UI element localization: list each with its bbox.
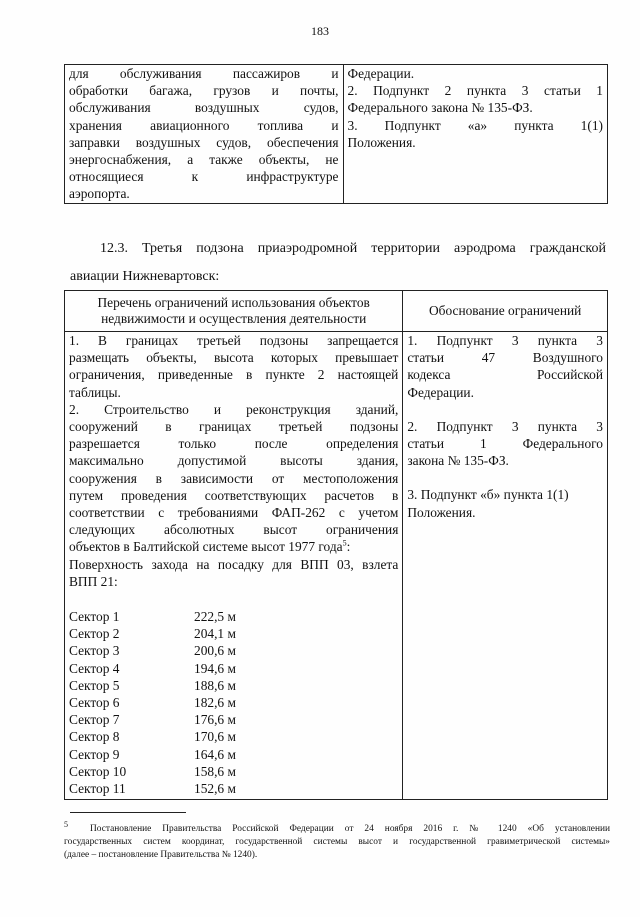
column-header-restrictions: Перечень ограничений использования объектов недвижимости и осуществления деятельности [65,291,403,332]
text-line: максимально допустимой высоты здания, [69,453,399,469]
text-line: ВПП 21: [69,573,118,589]
text-line: 3. Подпункт «а» пункта 1(1) [347,117,603,133]
section-heading-line: 12.3. Третья подзона приаэродромной территории аэродрома гражданской [100,241,606,256]
restrictions-cell [65,65,344,204]
sector-row: Сектор 10 158,6 м [69,763,236,779]
table-header-row [65,291,608,332]
text-line: сооружения в зависимости от местоположения [69,470,399,486]
text-line: разрешается только после определения [69,436,399,452]
text-line: 2. Подпункт 3 пункта 3 [407,418,603,434]
text-line: для обслуживания пассажиров и [69,66,339,81]
text-line: следующих абсолютных высот ограничения [69,522,399,538]
text-line: объектов в Балтийской системе высот 1977 года$^5$: [69,538,351,555]
footnote-reference[interactable]: 5 [342,538,347,548]
text-line: соответствии с требованиями ФАП-262 с учетом [69,505,399,521]
text-line: 1. Подпункт 3 пункта 3 [407,333,603,348]
sector-row: Сектор 11 152,6 м [69,780,236,796]
footnote-line: $^5$ Постановление Правительства Российской Федерации от 24 ноября 2016 г. № 1240 «Об установлении [64,819,611,834]
text-line: аэропорта. [69,186,130,202]
restrictions-cell [65,332,403,800]
sector-row: Сектор 5 188,6 м [69,677,236,693]
table-row [65,65,608,204]
sector-row: Сектор 3 200,6 м [69,643,236,659]
sector-row: Сектор 4 194,6 м [69,660,236,676]
section-heading [70,235,606,291]
text-line: Федерального закона № 135-ФЗ. [347,100,533,116]
restrictions-table [64,290,608,800]
footnote-line: государственных систем координат, государственной системы высот и государственной гравиметрической системы» [64,837,610,847]
text-line: кодекса Российской [407,367,603,383]
text-line: Федерации. [407,384,474,400]
sector-row: Сектор 7 176,6 м [69,712,236,728]
text-line: 2. Строительство и реконструкция зданий, [69,401,399,417]
text-line: 3. Подпункт «б» пункта 1(1) [407,487,569,503]
text-line: обработки багажа, грузов и почты, [69,83,339,99]
text-line: закона № 135-ФЗ. [407,453,509,469]
text-line: относящиеся к инфраструктуре [69,169,339,185]
sector-row: Сектор 6 182,6 м [69,694,236,710]
text-line: путем проведения соответствующих расчетов в [69,487,399,503]
text-line: энергоснабжения, а также объекты, не [69,152,339,168]
text-line: ограничения, приведенные в пункте 2 настоящей [69,367,399,383]
table-row [65,332,608,800]
column-header-justification: Обоснование ограничений [403,291,608,332]
text-line: статьи 47 Воздушного [407,350,603,366]
footnote-mark: 5 [64,819,68,829]
text-line: таблицы. [69,384,121,400]
text-line: заправки воздушных судов, обеспечения [69,134,339,150]
footnote [64,819,611,862]
text-line: Федерации. [347,66,415,81]
footnote-line: (далее – постановление Правительства № 1240). [64,850,258,860]
text-line: 1. В границах третьей подзоны запрещается [69,333,399,348]
text-line: статьи 1 Федерального [407,436,603,452]
sector-row: Сектор 9 164,6 м [69,746,236,762]
justification-cell [403,332,608,800]
sector-row: Сектор 1 222,5 м [69,609,236,625]
continuation-table [64,64,608,204]
section-heading-line: авиации Нижневартовск: [70,269,220,284]
text-line: Поверхность захода на посадку для ВПП 03, взлета [69,556,399,572]
text-line: хранения авиационного топлива и [69,117,339,133]
justification-cell [343,65,608,204]
text-line: размещать объекты, высота которых превышает [69,350,399,366]
page-number: 183 [311,24,329,38]
sector-row: Сектор 2 204,1 м [69,626,236,642]
footnote-divider [70,812,186,813]
text-line: сооружений в границах третьей подзоны [69,419,399,435]
text-line: обслуживания воздушных судов, [69,100,339,116]
text-line: Положения. [347,134,416,150]
sector-row: Сектор 8 170,6 м [69,729,236,745]
sector-list [69,608,398,797]
text-line: 2. Подпункт 2 пункта 3 статьи 1 [347,83,603,99]
text-line: Положения. [407,504,476,520]
